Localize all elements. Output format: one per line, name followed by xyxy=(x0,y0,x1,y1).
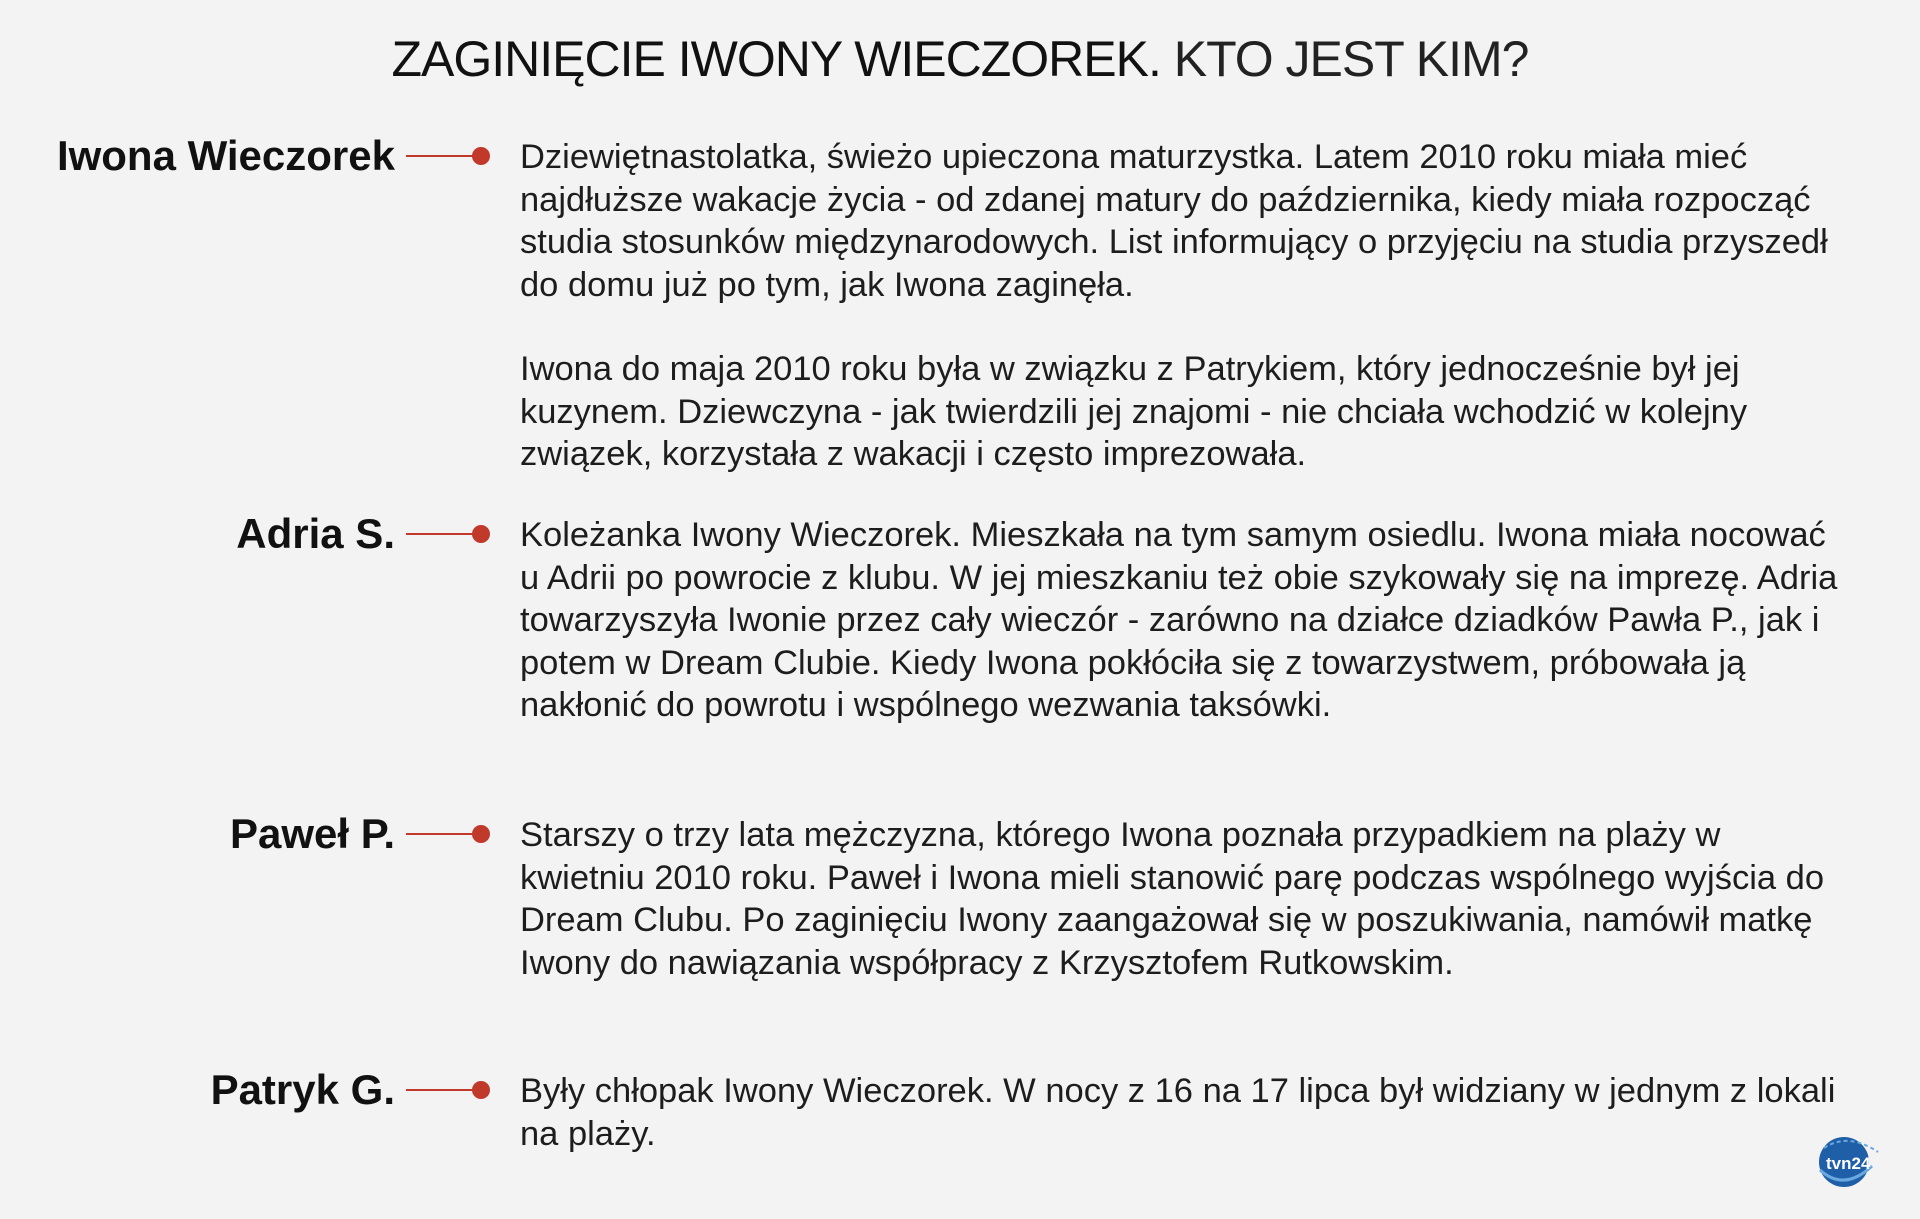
person-description xyxy=(520,514,1850,727)
connector-icon xyxy=(406,134,490,178)
tvn24-logo-icon xyxy=(1814,1130,1882,1190)
person-description xyxy=(520,136,1850,476)
person-name: Iwona Wieczorek xyxy=(56,132,395,179)
logo-text: tvn24 xyxy=(1826,1154,1871,1173)
connector-icon xyxy=(406,812,490,856)
title-main: ZAGINIĘCIE IWONY WIECZOREK. xyxy=(391,31,1161,87)
description-paragraph: Dziewiętnastolatka, świeżo upieczona maturzystka. Latem 2010 roku miała mieć najdłuższe wakacje życia - od zdanej matury do października, kiedy miała rozpocząć studia stosunków międzynarodowych. List informujący o przyjęciu na studia przyszedł do domu już po tym, jak Iwona zaginęła. xyxy=(520,138,1828,304)
connector-icon xyxy=(406,512,490,556)
person-description xyxy=(520,814,1850,984)
connector-icon xyxy=(406,1068,490,1112)
page-title xyxy=(0,30,1920,88)
person-description xyxy=(520,1070,1850,1155)
person-name: Paweł P. xyxy=(229,810,395,857)
person-name: Patryk G. xyxy=(210,1066,395,1113)
description-paragraph: Były chłopak Iwony Wieczorek. W nocy z 16 na 17 lipca był widziany w jednym z lokali na plaży. xyxy=(520,1072,1836,1153)
person-name: Adria S. xyxy=(236,510,395,557)
description-paragraph: Koleżanka Iwony Wieczorek. Mieszkała na tym samym osiedlu. Iwona miała nocować u Adrii po powrocie z klubu. W jej mieszkaniu też obie szykowały się na imprezę. Adria towarzyszyła Iwonie przez cały wieczór - zarówno na działce dziadków Pawła P., jak i potem w Dream Clubie. Kiedy Iwona pokłóciła się z towarzystwem, próbowała ją nakłonić do powrotu i wspólnego wezwania taksówki. xyxy=(520,516,1838,724)
title-sub: KTO JEST KIM? xyxy=(1173,31,1529,87)
description-paragraph: Iwona do maja 2010 roku była w związku z Patrykiem, który jednocześnie był jej kuzynem. Dziewczyna - jak twierdzili jej znajomi - nie chciała wchodzić w kolejny związek, korzystała z wakacji i często imprezowała. xyxy=(520,350,1748,473)
description-paragraph: Starszy o trzy lata mężczyzna, którego Iwona poznała przypadkiem na plaży w kwietniu 2010 roku. Paweł i Iwona mieli stanowić parę podczas wspólnego wyjścia do Dream Clubu. Po zaginięciu Iwony zaangażował się w poszukiwania, namówił matkę Iwony do nawiązania współpracy z Krzysztofem Rutkowskim. xyxy=(520,816,1825,982)
